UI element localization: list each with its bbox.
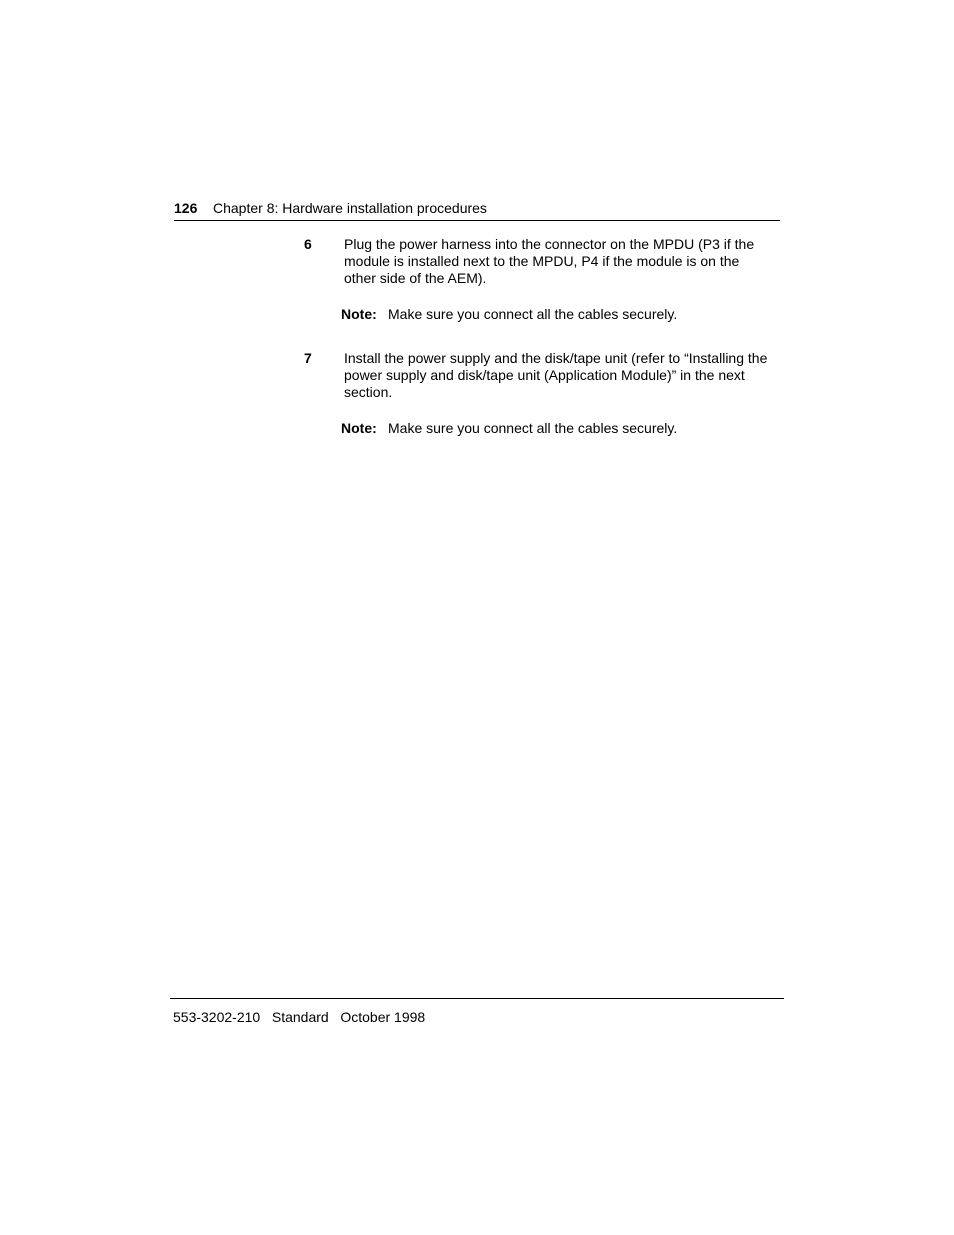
- note: [341, 306, 677, 323]
- step-text: Install the power supply and the disk/tape unit (refer to “Installing the power supply and disk/tape unit (Application Module)” in the next section.: [344, 350, 768, 400]
- chapter-title: Chapter 8: Hardware installation procedures: [213, 200, 487, 216]
- note-label: Note:: [341, 420, 377, 436]
- footer-text: 553-3202-210 Standard October 1998: [173, 1009, 426, 1025]
- note: [341, 420, 677, 437]
- step-text: Plug the power harness into the connector on the MPDU (P3 if the module is installed next to the MPDU, P4 if the module is on the other side of the AEM).: [344, 236, 755, 286]
- note-text: Make sure you connect all the cables securely.: [388, 306, 678, 322]
- page-footer: [170, 998, 784, 1025]
- note-label: Note:: [341, 306, 377, 322]
- step-number: 6: [304, 236, 312, 252]
- step-number: 7: [304, 350, 312, 366]
- page-number: 126: [174, 200, 198, 216]
- page-header: [174, 199, 780, 221]
- note-text: Make sure you connect all the cables securely.: [388, 420, 678, 436]
